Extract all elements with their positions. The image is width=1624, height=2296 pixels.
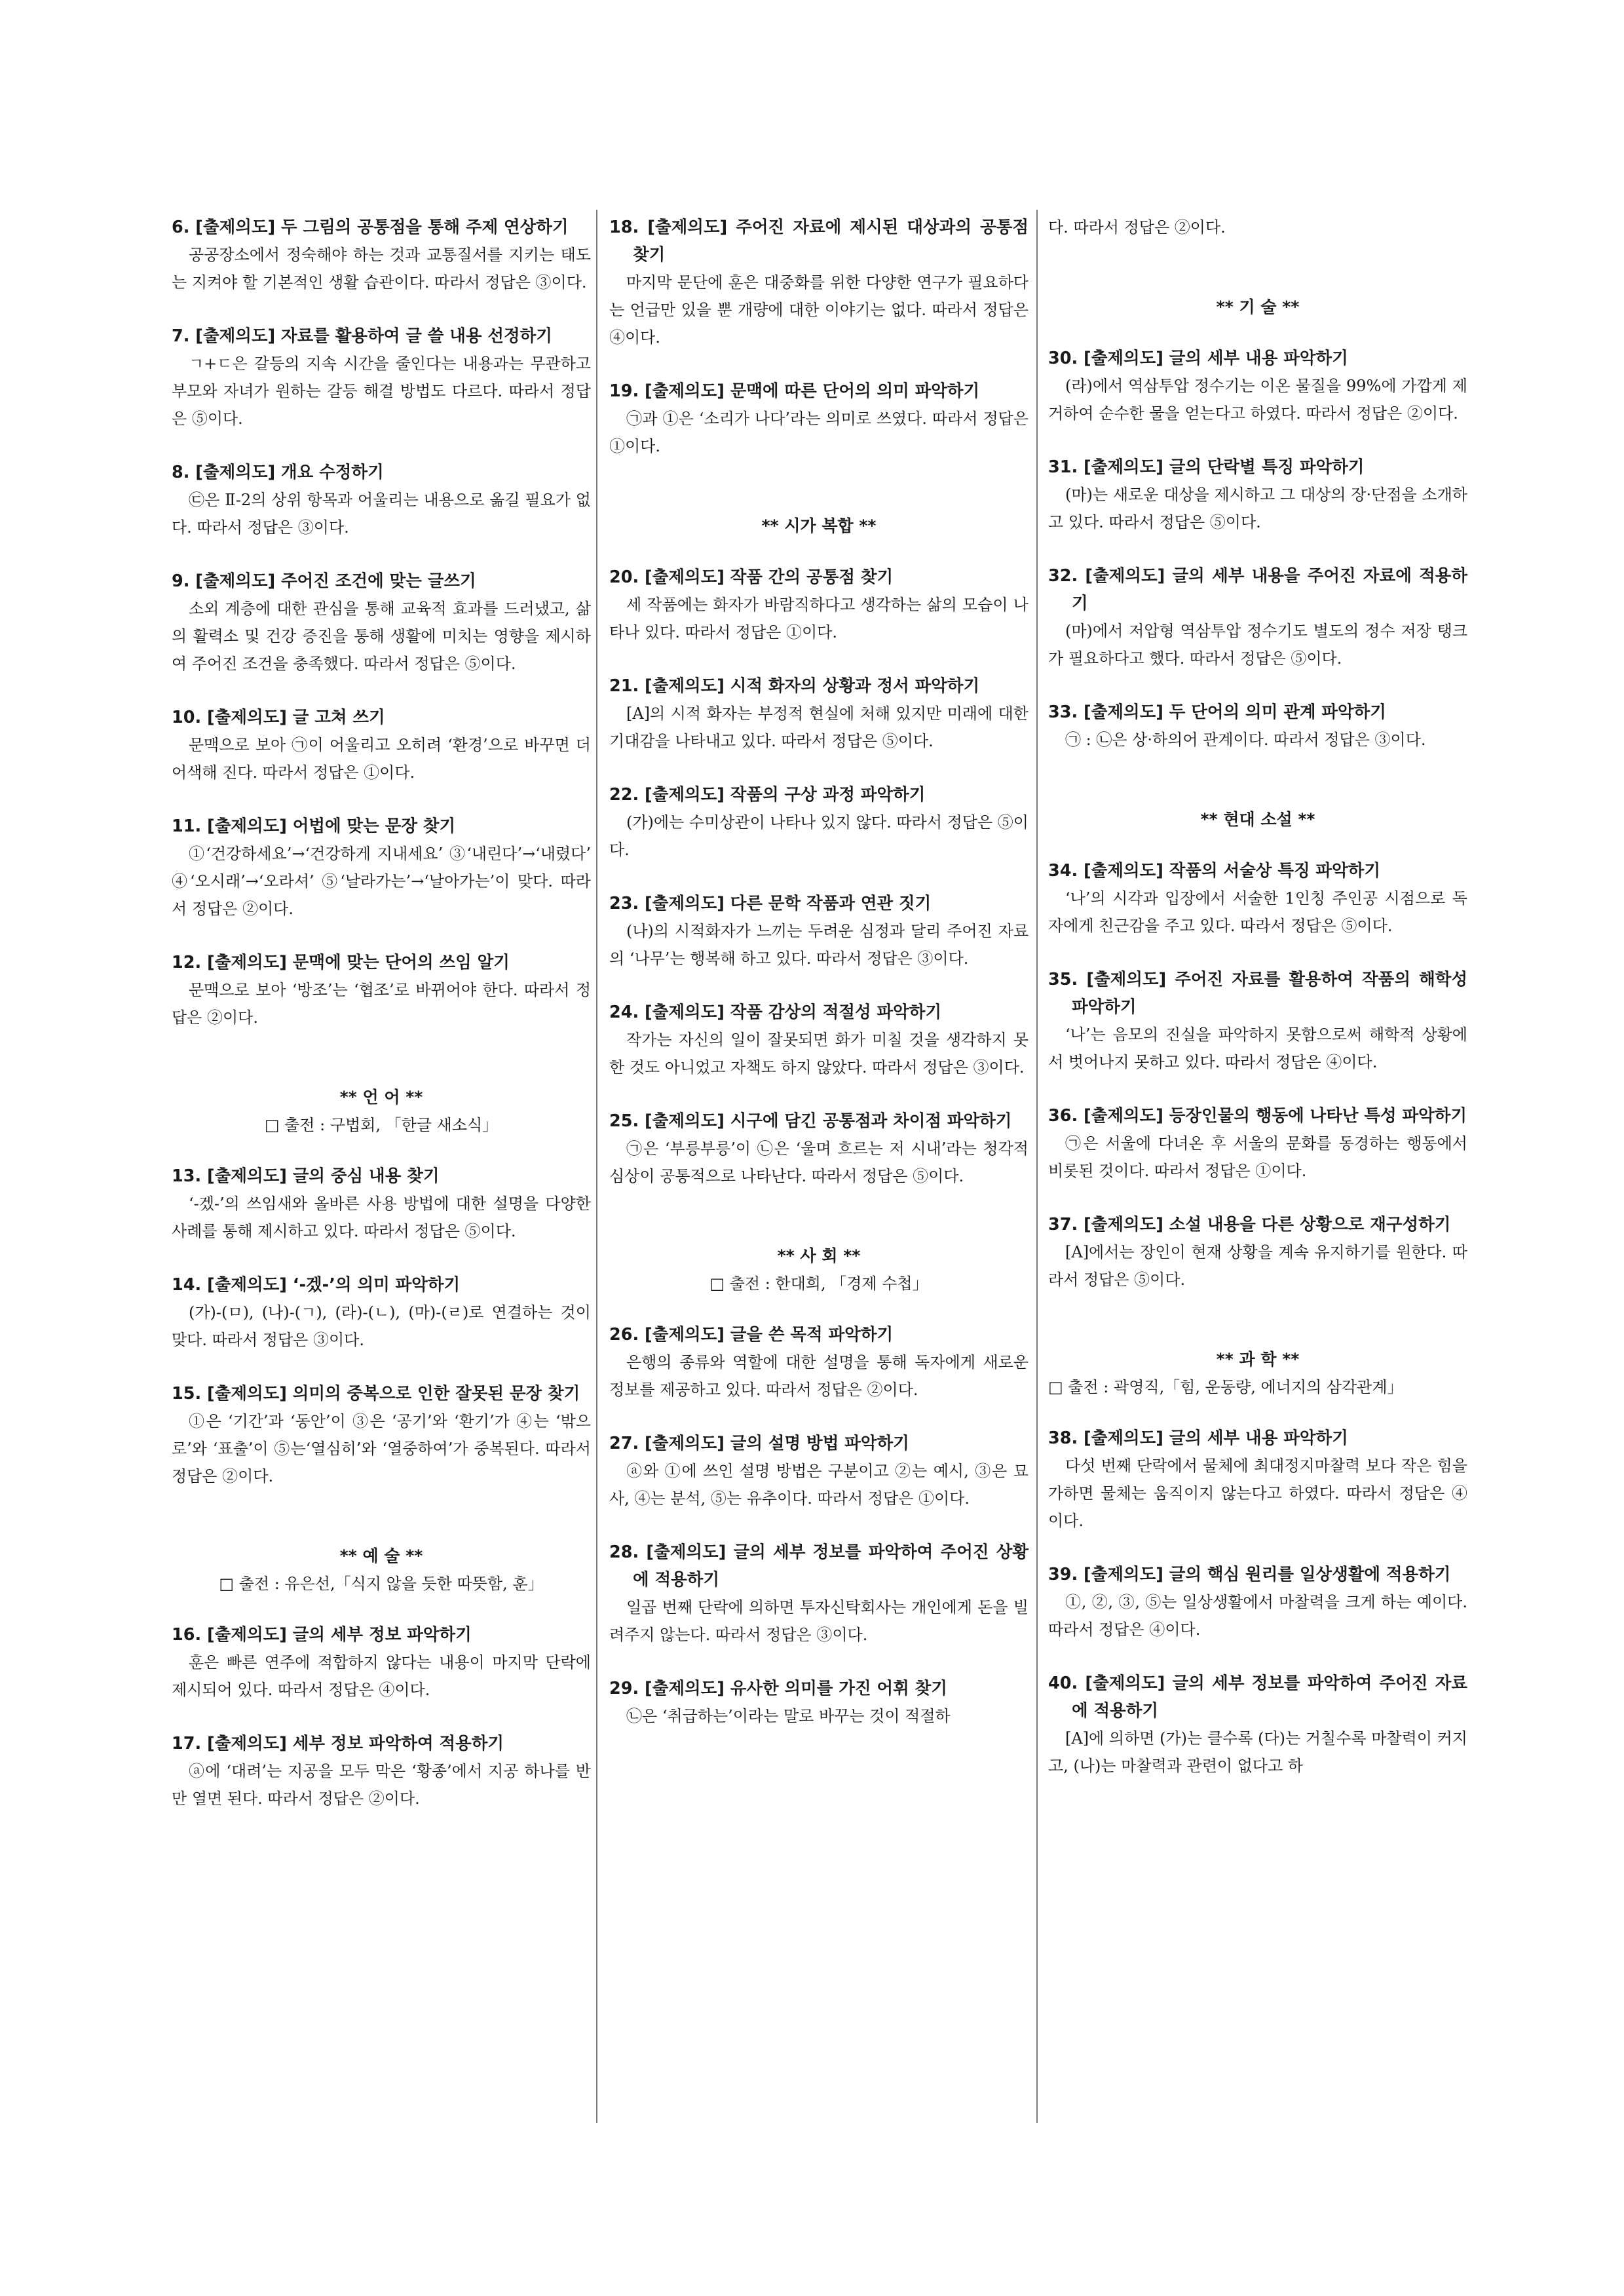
question-heading: 36. [출제의도] 등장인물의 행동에 나타난 특성 파악하기 bbox=[1048, 1106, 1467, 1126]
section-header bbox=[1048, 294, 1467, 321]
answer-item bbox=[609, 1321, 1029, 1404]
answer-explanation: ㉡은 ‘취급하는’이라는 말로 바꾸는 것이 적절하 bbox=[626, 1707, 951, 1725]
answer-explanation: ㉠ : ㉡은 상·하의어 관계이다. 따라서 정답은 ③이다. bbox=[1065, 731, 1426, 749]
answer-explanation: (마)는 새로운 대상을 제시하고 그 대상의 장·단점을 소개하고 있다. 따라서 정답은 ⑤이다. bbox=[1048, 486, 1467, 531]
answer-explanation: ⓐ에 ‘대려’는 지공을 모두 막은 ‘황종’에서 지공 하나를 반만 열면 된다. 따라서 정답은 ②이다. bbox=[172, 1762, 591, 1808]
answer-item bbox=[1048, 345, 1467, 427]
question-heading: 31. [출제의도] 글의 단락별 특징 파악하기 bbox=[1048, 457, 1365, 477]
answer-explanation: 소외 계층에 대한 관심을 통해 교육적 효과를 드러냈고, 삶의 활력소 및 건강 증진을 통해 생활에 미치는 영향을 제시하여 주어진 조건을 충족했다. 따라서 정답은 ⑤이다. bbox=[172, 600, 591, 673]
question-heading: 8. [출제의도] 개요 수정하기 bbox=[172, 463, 384, 482]
question-heading: 6. [출제의도] 두 그림의 공통점을 통해 주제 연상하기 bbox=[172, 218, 569, 237]
question-heading: 40. [출제의도] 글의 세부 정보를 파악하여 주어진 자료에 적용하기 bbox=[1048, 1674, 1467, 1721]
question-heading: 35. [출제의도] 주어진 자료를 활용하여 작품의 해학성 파악하기 bbox=[1048, 970, 1467, 1017]
question-heading: 32. [출제의도] 글의 세부 내용을 주어진 자료에 적용하기 bbox=[1048, 566, 1467, 613]
answer-item bbox=[1048, 857, 1467, 940]
question-heading: 23. [출제의도] 다른 문학 작품과 연관 짓기 bbox=[609, 894, 932, 913]
answer-item bbox=[1048, 1670, 1467, 1780]
continued-answer-text: 다. 따라서 정답은 ②이다. bbox=[1048, 218, 1226, 237]
answer-item bbox=[172, 567, 591, 678]
answer-explanation: 마지막 문단에 훈은 대중화를 위한 다양한 연구가 필요하다는 언급만 있을 뿐 개량에 대한 이야기는 없다. 따라서 정답은 ④이다. bbox=[609, 273, 1029, 347]
answer-item bbox=[609, 890, 1029, 972]
answer-item bbox=[172, 214, 591, 296]
column-divider bbox=[596, 210, 597, 2123]
section-header bbox=[1048, 1346, 1467, 1401]
answer-explanation: [A]에 의하면 (가)는 클수록 (다)는 거칠수록 마찰력이 커지고, (나)는 마찰력과 관련이 없다고 하 bbox=[1048, 1729, 1467, 1775]
answer-explanation: [A]의 시적 화자는 부정적 현실에 처해 있지만 미래에 대한 기대감을 나타내고 있다. 따라서 정답은 ⑤이다. bbox=[609, 704, 1029, 750]
question-heading: 26. [출제의도] 글을 쓴 목적 파악하기 bbox=[609, 1325, 894, 1345]
answer-explanation: ㉠과 ①은 ‘소리가 나다’라는 의미로 쓰였다. 따라서 정답은 ①이다. bbox=[609, 410, 1029, 455]
answer-explanation: 세 작품에는 화자가 바람직하다고 생각하는 삶의 모습이 나타나 있다. 따라서 정답은 ①이다. bbox=[609, 596, 1029, 641]
question-heading: 17. [출제의도] 세부 정보 파악하여 적용하기 bbox=[172, 1734, 504, 1753]
answer-explanation: 문맥으로 보아 ㉠이 어울리고 오히려 ‘환경’으로 바꾸면 더 어색해 진다. 따라서 정답은 ①이다. bbox=[172, 736, 591, 782]
section-title: ** 사 회 ** bbox=[777, 1246, 861, 1265]
answer-explanation: ⓐ와 ①에 쓰인 설명 방법은 구분이고 ②는 예시, ③은 묘사, ④는 분석, ⑤는 유추이다. 따라서 정답은 ①이다. bbox=[609, 1462, 1029, 1508]
answer-explanation: ㉢은 Ⅱ-2의 상위 항목과 어울리는 내용으로 옮길 필요가 없다. 따라서 정답은 ③이다. bbox=[172, 491, 591, 537]
question-heading: 21. [출제의도] 시적 화자의 상황과 정서 파악하기 bbox=[609, 676, 980, 696]
answer-column-3 bbox=[1048, 214, 1467, 1806]
question-heading: 19. [출제의도] 문맥에 따른 단어의 의미 파악하기 bbox=[609, 381, 980, 401]
answer-explanation: 은행의 종류와 역할에 대한 설명을 통해 독자에게 새로운 정보를 제공하고 있다. 따라서 정답은 ②이다. bbox=[609, 1353, 1029, 1399]
question-heading: 18. [출제의도] 주어진 자료에 제시된 대상과의 공통점 찾기 bbox=[609, 218, 1029, 265]
source-citation: □ 출전 : 곽영직,「힘, 운동량, 에너지의 삼각관계」 bbox=[1048, 1378, 1403, 1396]
section-header bbox=[172, 1542, 591, 1598]
section-header bbox=[172, 1084, 591, 1139]
answer-item bbox=[609, 564, 1029, 646]
question-heading: 29. [출제의도] 유사한 의미를 가진 어휘 찾기 bbox=[609, 1679, 947, 1698]
answer-column-2 bbox=[609, 214, 1029, 1756]
answer-item bbox=[172, 1621, 591, 1704]
answer-item bbox=[1048, 453, 1467, 536]
question-heading: 20. [출제의도] 작품 간의 공통점 찾기 bbox=[609, 567, 894, 587]
question-heading: 25. [출제의도] 시구에 담긴 공통점과 차이점 파악하기 bbox=[609, 1111, 1012, 1131]
answer-item bbox=[609, 1430, 1029, 1512]
answer-explanation: 훈은 빠른 연주에 적합하지 않다는 내용이 마지막 단락에 제시되어 있다. 따라서 정답은 ④이다. bbox=[172, 1653, 591, 1699]
answer-explanation: 작가는 자신의 일이 잘못되면 화가 미칠 것을 생각하지 못한 것도 아니었고 자책도 하지 않았다. 따라서 정답은 ③이다. bbox=[609, 1031, 1029, 1077]
question-heading: 16. [출제의도] 글의 세부 정보 파악하기 bbox=[172, 1625, 472, 1645]
answer-explanation: 일곱 번째 단락에 의하면 투자신탁회사는 개인에게 돈을 빌려주지 않는다. 따라서 정답은 ③이다. bbox=[609, 1598, 1029, 1644]
answer-item bbox=[1048, 966, 1467, 1076]
answer-item bbox=[1048, 562, 1467, 672]
answer-item bbox=[609, 1675, 1029, 1730]
answer-item bbox=[172, 1271, 591, 1354]
question-heading: 30. [출제의도] 글의 세부 내용 파악하기 bbox=[1048, 349, 1348, 368]
answer-item bbox=[609, 1107, 1029, 1190]
answer-explanation: (라)에서 역삼투압 정수기는 이온 물질을 99%에 가깝게 제거하여 순수한 물을 얻는다고 하였다. 따라서 정답은 ②이다. bbox=[1048, 377, 1467, 423]
answer-item bbox=[609, 781, 1029, 864]
question-heading: 38. [출제의도] 글의 세부 내용 파악하기 bbox=[1048, 1428, 1348, 1448]
answer-explanation: ㉠은 ‘부릉부릉’이 ㉡은 ‘울며 흐르는 저 시내’라는 청각적 심상이 공통적으로 나타난다. 따라서 정답은 ⑤이다. bbox=[609, 1139, 1029, 1185]
answer-explanation: (마)에서 저압형 역삼투압 정수기도 별도의 정수 저장 탱크가 필요하다고 했다. 따라서 정답은 ⑤이다. bbox=[1048, 622, 1467, 668]
question-heading: 28. [출제의도] 글의 세부 정보를 파악하여 주어진 상황에 적용하기 bbox=[609, 1542, 1029, 1590]
answer-explanation: (나)의 시적화자가 느끼는 두려운 심정과 달리 주어진 자료의 ‘나무’는 행복해 하고 있다. 따라서 정답은 ③이다. bbox=[609, 922, 1029, 968]
section-header bbox=[1048, 806, 1467, 833]
source-citation: □ 출전 : 구법회, 「한글 새소식」 bbox=[264, 1116, 499, 1134]
question-heading: 7. [출제의도] 자료를 활용하여 글 쓸 내용 선정하기 bbox=[172, 326, 552, 346]
section-title: ** 현대 소설 ** bbox=[1200, 810, 1315, 829]
answer-explanation: ①은 ‘기간’과 ‘동안’이 ③은 ‘공기’와 ‘환기’가 ④는 ‘밖으로’와 ‘표출’이 ⑤는‘열심히’와 ‘열중하여’가 중복된다. 따라서 정답은 ②이다. bbox=[172, 1412, 591, 1485]
answer-item bbox=[172, 322, 591, 432]
section-header bbox=[609, 512, 1029, 540]
answer-explanation: (가)에는 수미상관이 나타나 있지 않다. 따라서 정답은 ⑤이다. bbox=[609, 813, 1029, 859]
answer-item bbox=[609, 672, 1029, 755]
answer-explanation: ‘나’의 시각과 입장에서 서술한 1인칭 주인공 시점으로 독자에게 친근감을 주고 있다. 따라서 정답은 ⑤이다. bbox=[1048, 889, 1467, 935]
answer-explanation: 공공장소에서 정숙해야 하는 것과 교통질서를 지키는 태도는 지켜야 할 기본적인 생활 습관이다. 따라서 정답은 ③이다. bbox=[172, 246, 591, 292]
answer-item bbox=[172, 949, 591, 1031]
question-heading: 37. [출제의도] 소설 내용을 다른 상황으로 재구성하기 bbox=[1048, 1215, 1451, 1234]
answer-item bbox=[172, 704, 591, 786]
column-divider bbox=[1036, 210, 1038, 2123]
answer-item bbox=[1048, 1211, 1467, 1293]
answer-explanation: ①‘건강하세요’→‘건강하게 지내세요’ ③‘내린다’→‘내렸다’ ④‘오시래’→‘오라셔’ ⑤‘날라가는’→‘날아가는’이 맞다. 따라서 정답은 ②이다. bbox=[172, 845, 591, 918]
answer-item bbox=[1048, 1102, 1467, 1185]
answer-item bbox=[172, 1730, 591, 1812]
answer-item bbox=[172, 813, 591, 923]
answer-explanation: ㉠은 서울에 다녀온 후 서울의 문화를 동경하는 행동에서 비롯된 것이다. 따라서 정답은 ①이다. bbox=[1048, 1134, 1467, 1180]
section-header bbox=[609, 1242, 1029, 1297]
answer-item bbox=[1048, 1561, 1467, 1643]
question-heading: 14. [출제의도] ‘-겠-’의 의미 파악하기 bbox=[172, 1275, 461, 1295]
answer-item bbox=[609, 999, 1029, 1081]
question-heading: 13. [출제의도] 글의 중심 내용 찾기 bbox=[172, 1166, 440, 1186]
question-heading: 33. [출제의도] 두 단어의 의미 관계 파악하기 bbox=[1048, 702, 1386, 722]
question-heading: 27. [출제의도] 글의 설명 방법 파악하기 bbox=[609, 1434, 909, 1453]
answer-item bbox=[609, 377, 1029, 460]
answer-explanation: ①, ②, ③, ⑤는 일상생활에서 마찰력을 크게 하는 예이다. 따라서 정답은 ④이다. bbox=[1048, 1593, 1467, 1639]
question-heading: 34. [출제의도] 작품의 서술상 특징 파악하기 bbox=[1048, 861, 1380, 881]
answer-item bbox=[609, 214, 1029, 351]
answer-item bbox=[172, 1380, 591, 1490]
section-title: ** 과 학 ** bbox=[1216, 1350, 1300, 1369]
answer-item bbox=[172, 1162, 591, 1245]
answer-explanation: 다섯 번째 단락에서 물체에 최대정지마찰력 보다 작은 힘을 가하면 물체는 움직이지 않는다고 하였다. 따라서 정답은 ④이다. bbox=[1048, 1457, 1467, 1530]
question-heading: 39. [출제의도] 글의 핵심 원리를 일상생활에 적용하기 bbox=[1048, 1565, 1451, 1584]
source-citation: □ 출전 : 유은선,「식지 않을 듯한 따뜻함, 훈」 bbox=[219, 1575, 544, 1593]
question-heading: 22. [출제의도] 작품의 구상 과정 파악하기 bbox=[609, 785, 926, 805]
answer-item bbox=[172, 459, 591, 541]
answer-explanation: ‘-겠-’의 쓰임새와 올바른 사용 방법에 대한 설명을 다양한 사례를 통해 제시하고 있다. 따라서 정답은 ⑤이다. bbox=[172, 1195, 591, 1240]
question-heading: 24. [출제의도] 작품 감상의 적절성 파악하기 bbox=[609, 1003, 941, 1022]
question-heading: 11. [출제의도] 어법에 맞는 문장 찾기 bbox=[172, 816, 456, 836]
question-heading: 15. [출제의도] 의미의 중복으로 인한 잘못된 문장 찾기 bbox=[172, 1384, 580, 1404]
answer-explanation: ‘나’는 음모의 진실을 파악하지 못함으로써 해학적 상황에서 벗어나지 못하고 있다. 따라서 정답은 ④이다. bbox=[1048, 1025, 1467, 1071]
answer-explanation: ㄱ+ㄷ은 갈등의 지속 시간을 줄인다는 내용과는 무관하고 부모와 자녀가 원하는 갈등 해결 방법도 다르다. 따라서 정답은 ⑤이다. bbox=[172, 354, 591, 428]
answer-explanation: 문맥으로 보아 ‘방조’는 ‘협조’로 바뀌어야 한다. 따라서 정답은 ②이다. bbox=[172, 981, 591, 1027]
section-title: ** 언 어 ** bbox=[339, 1088, 423, 1107]
section-title: ** 시가 복합 ** bbox=[761, 516, 877, 535]
answer-explanation: [A]에서는 장인이 현재 상황을 계속 유지하기를 원한다. 따라서 정답은 ⑤이다. bbox=[1048, 1243, 1467, 1289]
answer-column-1 bbox=[172, 214, 591, 1839]
answer-item bbox=[1048, 698, 1467, 754]
section-title: ** 예 술 ** bbox=[339, 1546, 423, 1565]
answer-item bbox=[1048, 1425, 1467, 1535]
section-title: ** 기 술 ** bbox=[1216, 297, 1300, 316]
question-heading: 12. [출제의도] 문맥에 맞는 단어의 쓰임 알기 bbox=[172, 953, 510, 972]
question-heading: 10. [출제의도] 글 고쳐 쓰기 bbox=[172, 708, 385, 727]
answer-explanation: (가)-(ㅁ), (나)-(ㄱ), (라)-(ㄴ), (마)-(ㄹ)로 연결하는 것이 맞다. 따라서 정답은 ③이다. bbox=[172, 1303, 591, 1349]
source-citation: □ 출전 : 한대희, 「경제 수첩」 bbox=[709, 1274, 928, 1293]
answer-item bbox=[609, 1539, 1029, 1649]
question-heading: 9. [출제의도] 주어진 조건에 맞는 글쓰기 bbox=[172, 571, 476, 591]
